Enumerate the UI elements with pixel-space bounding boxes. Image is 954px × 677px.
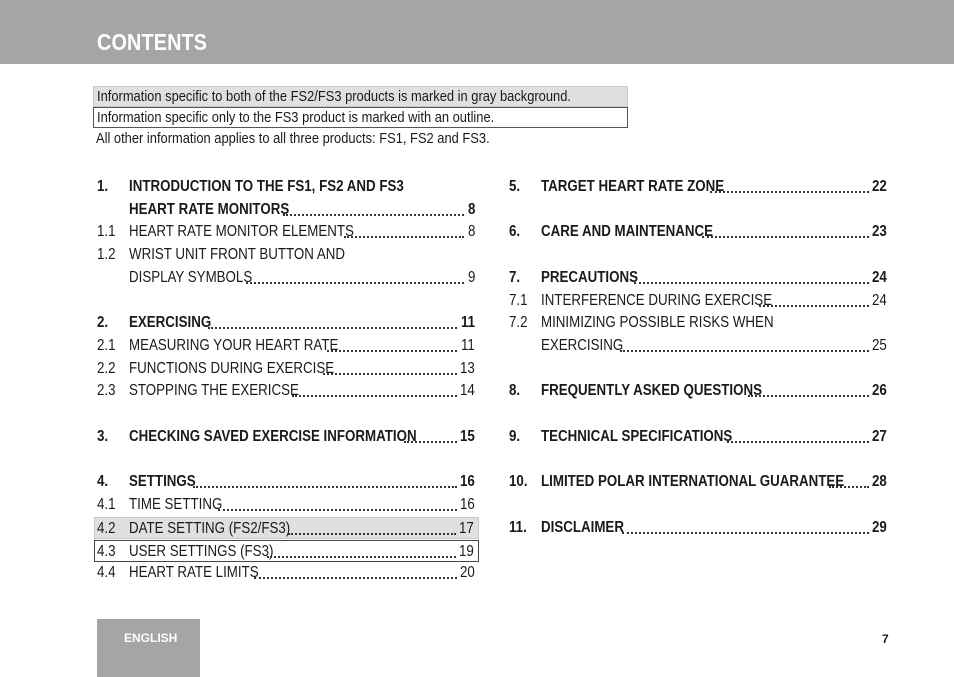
dot-leader (267, 556, 456, 558)
toc-entry-1-2-cont[interactable]: DISPLAY SYMBOLS 9 (129, 269, 476, 286)
language-label: ENGLISH (124, 631, 178, 645)
dot-leader (254, 577, 457, 579)
toc-entry-1-cont[interactable]: HEART RATE MONITORS 8 (129, 201, 476, 218)
dot-leader (404, 441, 457, 443)
toc-entry-4-3[interactable]: 4.3 USER SETTINGS (FS3) 19 (94, 540, 479, 562)
toc-entry-4-4[interactable]: 4.4 HEART RATE LIMITS 20 (97, 564, 475, 581)
dot-leader (193, 486, 457, 488)
dot-leader (634, 282, 869, 284)
dot-leader (327, 350, 457, 352)
toc-entry-2[interactable]: 2. EXERCISING 11 (97, 314, 475, 331)
legend-gray-background (93, 86, 628, 107)
toc-entry-4-1[interactable]: 4.1 TIME SETTING 16 (97, 496, 475, 513)
toc-entry-11[interactable]: 11. DISCLAIMER 29 (509, 519, 887, 536)
dot-leader (759, 305, 869, 307)
dot-leader (323, 373, 457, 375)
page-number: 7 (882, 632, 889, 646)
dot-leader (748, 395, 869, 397)
toc-entry-7-2[interactable]: 7.2 MINIMIZING POSSIBLE RISKS WHEN (509, 314, 774, 331)
dot-leader (283, 214, 464, 216)
legend-gray-text: Information specific to both of the FS2/FS3 products is marked in gray background. (97, 88, 571, 105)
toc-entry-2-2[interactable]: 2.2 FUNCTIONS DURING EXERCISE 13 (97, 360, 475, 377)
toc-entry-3[interactable]: 3. CHECKING SAVED EXERCISE INFORMATION 15 (97, 428, 475, 445)
dot-leader (246, 282, 464, 284)
dot-leader (344, 236, 464, 238)
legend-plain (93, 129, 628, 150)
dot-leader (702, 236, 869, 238)
toc-entry-2-3[interactable]: 2.3 STOPPING THE EXERICSE 14 (97, 382, 475, 399)
toc-entry-2-1[interactable]: 2.1 MEASURING YOUR HEART RATE 11 (97, 337, 475, 354)
legend-outline (93, 107, 628, 128)
dot-leader (218, 509, 457, 511)
page-title: CONTENTS (97, 29, 208, 55)
legend-plain-text: All other information applies to all three products: FS1, FS2 and FS3. (96, 130, 490, 147)
legend-outline-text: Information specific only to the FS3 product is marked with an outline. (97, 109, 495, 126)
language-tab (97, 619, 200, 677)
toc-entry-1-2[interactable]: 1.2 WRIST UNIT FRONT BUTTON AND (97, 246, 346, 263)
toc-entry-9[interactable]: 9. TECHNICAL SPECIFICATIONS 27 (509, 428, 887, 445)
toc-entry-7-1[interactable]: 7.1 INTERFERENCE DURING EXERCISE 24 (509, 292, 887, 309)
toc-entry-1[interactable]: 1. INTRODUCTION TO THE FS1, FS2 AND FS3 (97, 178, 404, 195)
toc-entry-7-2-cont[interactable]: EXERCISING 25 (541, 337, 887, 354)
toc-entry-7[interactable]: 7. PRECAUTIONS 24 (509, 269, 887, 286)
dot-leader (622, 532, 869, 534)
dot-leader (829, 486, 869, 488)
dot-leader (208, 327, 457, 329)
dot-leader (292, 395, 457, 397)
dot-leader (710, 191, 869, 193)
toc-entry-10[interactable]: 10. LIMITED POLAR INTERNATIONAL GUARANTEE 28 (509, 473, 887, 490)
toc-entry-1-1[interactable]: 1.1 HEART RATE MONITOR ELEMENTS 8 (97, 223, 476, 240)
toc-entry-4[interactable]: 4. SETTINGS 16 (97, 473, 475, 490)
toc-entry-5[interactable]: 5. TARGET HEART RATE ZONE 22 (509, 178, 887, 195)
dot-leader (727, 441, 869, 443)
toc-entry-4-2[interactable]: 4.2 DATE SETTING (FS2/FS3) 17 (94, 517, 479, 539)
dot-leader (288, 533, 456, 535)
toc-entry-8[interactable]: 8. FREQUENTLY ASKED QUESTIONS 26 (509, 382, 887, 399)
dot-leader (620, 350, 869, 352)
toc-entry-6[interactable]: 6. CARE AND MAINTENANCE 23 (509, 223, 887, 240)
